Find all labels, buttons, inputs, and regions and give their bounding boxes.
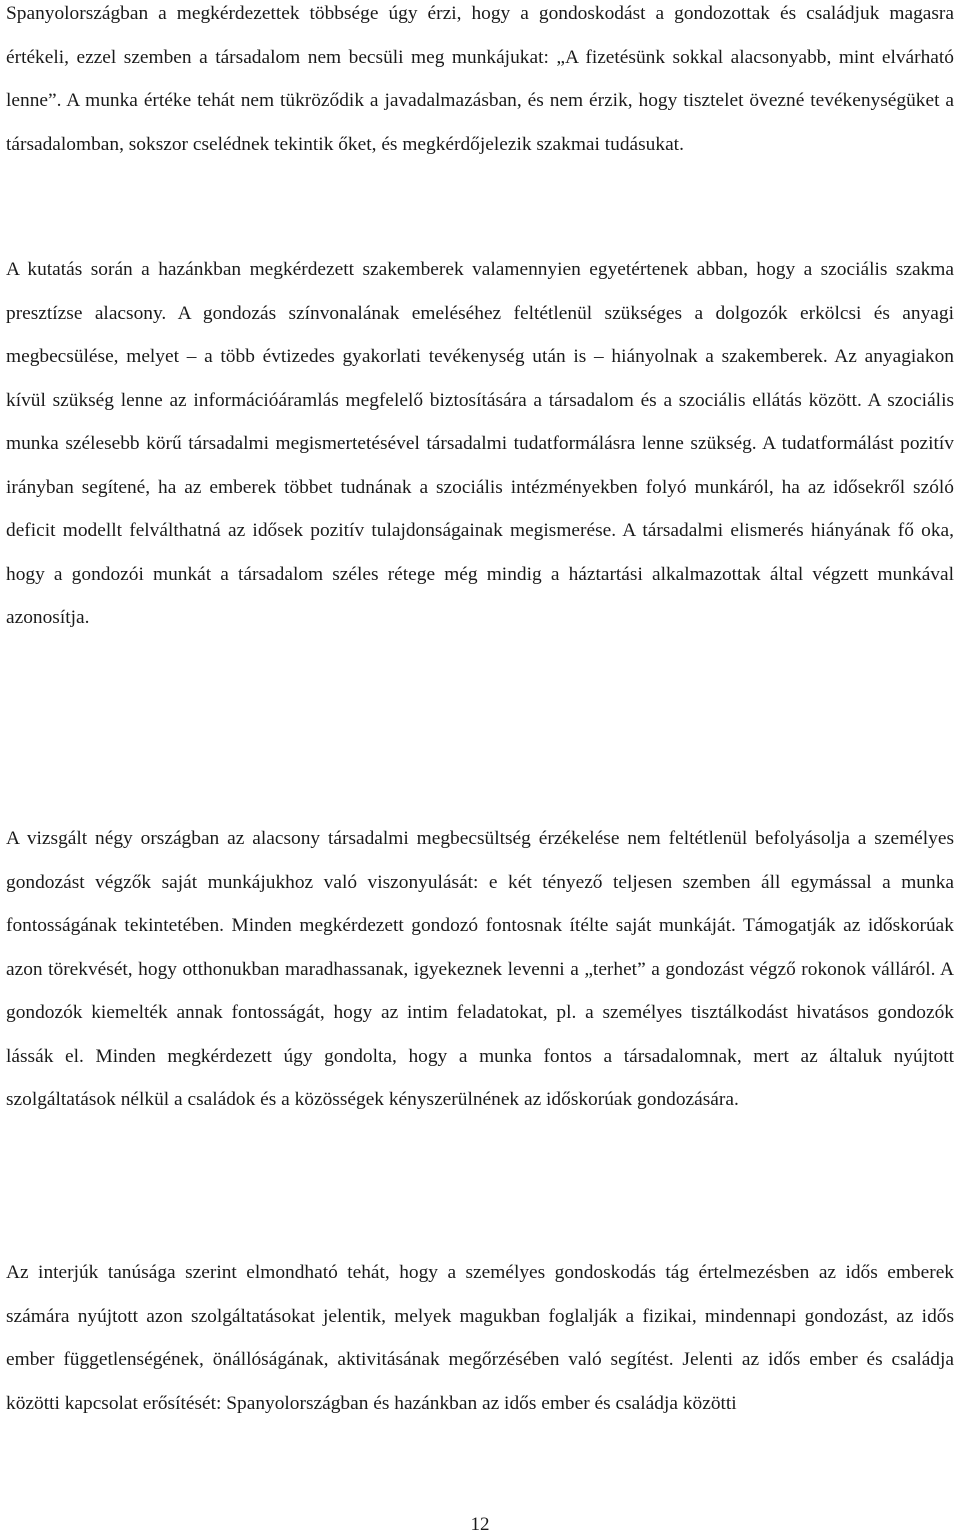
paragraph-3: A vizsgált négy országban az alacsony társadalmi megbecsültség érzékelése nem feltétlenül befolyásolja a személyes gondozást végzők saját munkájukhoz való viszonyulását: e két tényező teljesen szemben áll egymással a munka fontosságának tekintetében. Minden megkérdezett gondozó fontosnak ítélte saját munkáját. Támogatják az időskorúak azon törekvését, hogy otthonukban maradhassanak, igyekeznek levenni a „terhet” a gondozást végző rokonok válláról. A gondozók kiemelték annak fontosságát, hogy az intim feladatokat, pl. a személyes tisztálkodást hivatásos gondozók lássák el. Minden megkérdezett úgy gondolta, hogy a munka fontos a társadalomnak, mert az általuk nyújtott szolgáltatások nélkül a családok és a közösségek kényszerülnének az időskorúak gondozására. xyxy=(6,828,954,1110)
paragraph-1: Spanyolországban a megkérdezettek többsége úgy érzi, hogy a gondoskodást a gondozottak és családjuk magasra értékeli, ezzel szemben a társadalom nem becsüli meg munkájukat: „A fizetésünk sokkal alacsonyabb, mint elvárható lenne”. A munka értéke tehát nem tükröződik a javadalmazásban, és nem érzik, hogy tisztelet övezné tevékenységüket a társadalomban, sokszor cselédnek tekintik őket, és megkérdőjelezik szakmai tudásukat. xyxy=(6,3,954,155)
paragraph-2: A kutatás során a hazánkban megkérdezett szakemberek valamennyien egyetértenek abban, hogy a szociális szakma presztízse alacsony. A gondozás színvonalának emeléséhez feltétlenül szükséges a dolgozók erkölcsi és anyagi megbecsülése, melyet – a több évtizedes gyakorlati tevékenység után is – hiányolnak a szakemberek. Az anyagiakon kívül szükség lenne az információáramlás megfelelő biztosítására a társadalom és a szociális ellátás között. A szociális munka szélesebb körű társadalmi megismertetésével társadalmi tudatformálásra lenne szükség. A tudatformálást pozitív irányban segítené, ha az emberek többet tudnának a szociális intézményekben folyó munkáról, ha az idősekről szóló deficit modellt felválthatná az idősek pozitív tulajdonságainak megismerése. A társadalmi elismerés hiányának fő oka, hogy a gondozói munkát a társadalom széles rétege még mindig a háztartási alkalmazottak által végzett munkával azonosítja. xyxy=(6,259,954,628)
paragraph-4: Az interjúk tanúsága szerint elmondható tehát, hogy a személyes gondoskodás tág értelmezésben az idős emberek számára nyújtott azon szolgáltatásokat jelentik, melyek magukban foglalják a fizikai, mindennapi gondozást, az idős ember függetlenségének, önállóságának, aktivitásának megőrzésében való segítést. Jelenti az idős ember és családja közötti kapcsolat erősítését: Spanyolországban és hazánkban az idős ember és családja közötti xyxy=(6,1262,954,1414)
page-number: 12 xyxy=(470,1514,490,1535)
